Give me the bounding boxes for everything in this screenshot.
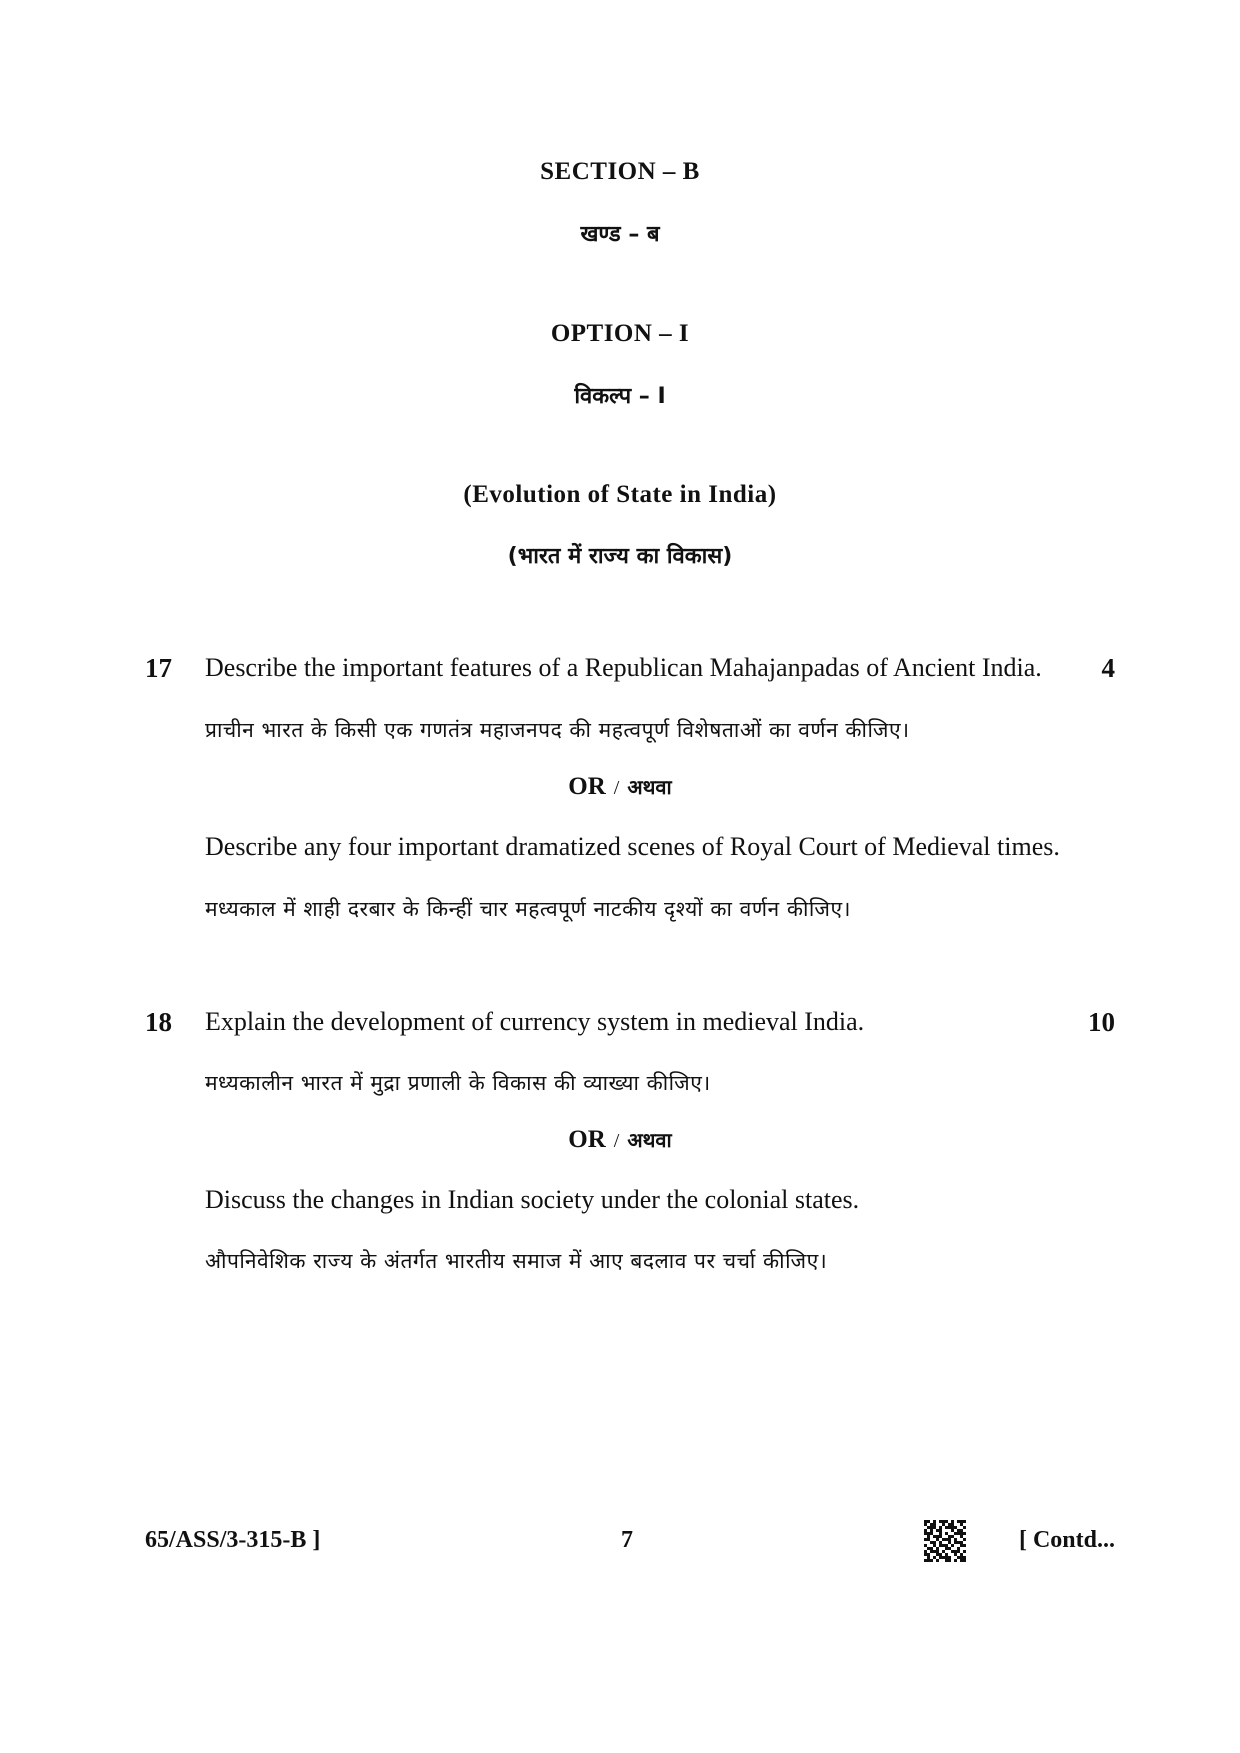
question-marks: 10 xyxy=(1088,1007,1115,1037)
topic-heading: (Evolution of State in India) xyxy=(463,481,777,508)
question-text-hindi: प्राचीन भारत के किसी एक गणतंत्र महाजनपद की महत्वपूर्ण विशेषताओं का वर्णन कीजिए। xyxy=(205,718,910,742)
question-marks: 4 xyxy=(1101,653,1115,683)
qr-code-icon xyxy=(924,1520,966,1562)
or-label-hindi: अथवा xyxy=(627,1128,672,1152)
question-text: Describe the important features of a Republican Mahajanpadas of Ancient India. xyxy=(205,653,1042,682)
continued-label: [ Contd... xyxy=(1018,1527,1115,1553)
or-label: OR xyxy=(568,773,606,800)
or-separator: / xyxy=(613,1130,620,1152)
option-heading: OPTION – I xyxy=(550,320,690,347)
section-heading: SECTION – B xyxy=(540,158,700,185)
or-divider xyxy=(0,773,1240,801)
question-text: Explain the development of currency system in medieval India. xyxy=(205,1007,865,1036)
alternative-question-text-hindi: मध्यकाल में शाही दरबार के किन्हीं चार महत्वपूर्ण नाटकीय दृश्यों का वर्णन कीजिए। xyxy=(205,897,852,921)
question-text-hindi: मध्यकालीन भारत में मुद्रा प्रणाली के विकास की व्याख्या कीजिए। xyxy=(205,1071,711,1095)
option-heading-hindi: विकल्प – I xyxy=(574,384,666,409)
or-label: OR xyxy=(568,1126,606,1153)
section-heading-hindi: खण्ड – ब xyxy=(580,222,660,247)
or-label-hindi: अथवा xyxy=(627,775,672,799)
page-number: 7 xyxy=(621,1527,633,1553)
alternative-question-text: Describe any four important dramatized scenes of Royal Court of Medieval times. xyxy=(205,832,1060,861)
question-number: 17 xyxy=(145,653,172,683)
topic-heading-hindi: (भारत में राज्य का विकास) xyxy=(507,544,733,569)
alternative-question-text: Discuss the changes in Indian society under the colonial states. xyxy=(205,1185,860,1214)
alternative-question-text-hindi: औपनिवेशिक राज्य के अंतर्गत भारतीय समाज में आए बदलाव पर चर्चा कीजिए। xyxy=(205,1249,828,1273)
or-separator: / xyxy=(613,777,620,799)
or-divider xyxy=(0,1126,1240,1154)
paper-code: 65/ASS/3-315-B ] xyxy=(145,1527,321,1553)
question-number: 18 xyxy=(145,1007,172,1037)
